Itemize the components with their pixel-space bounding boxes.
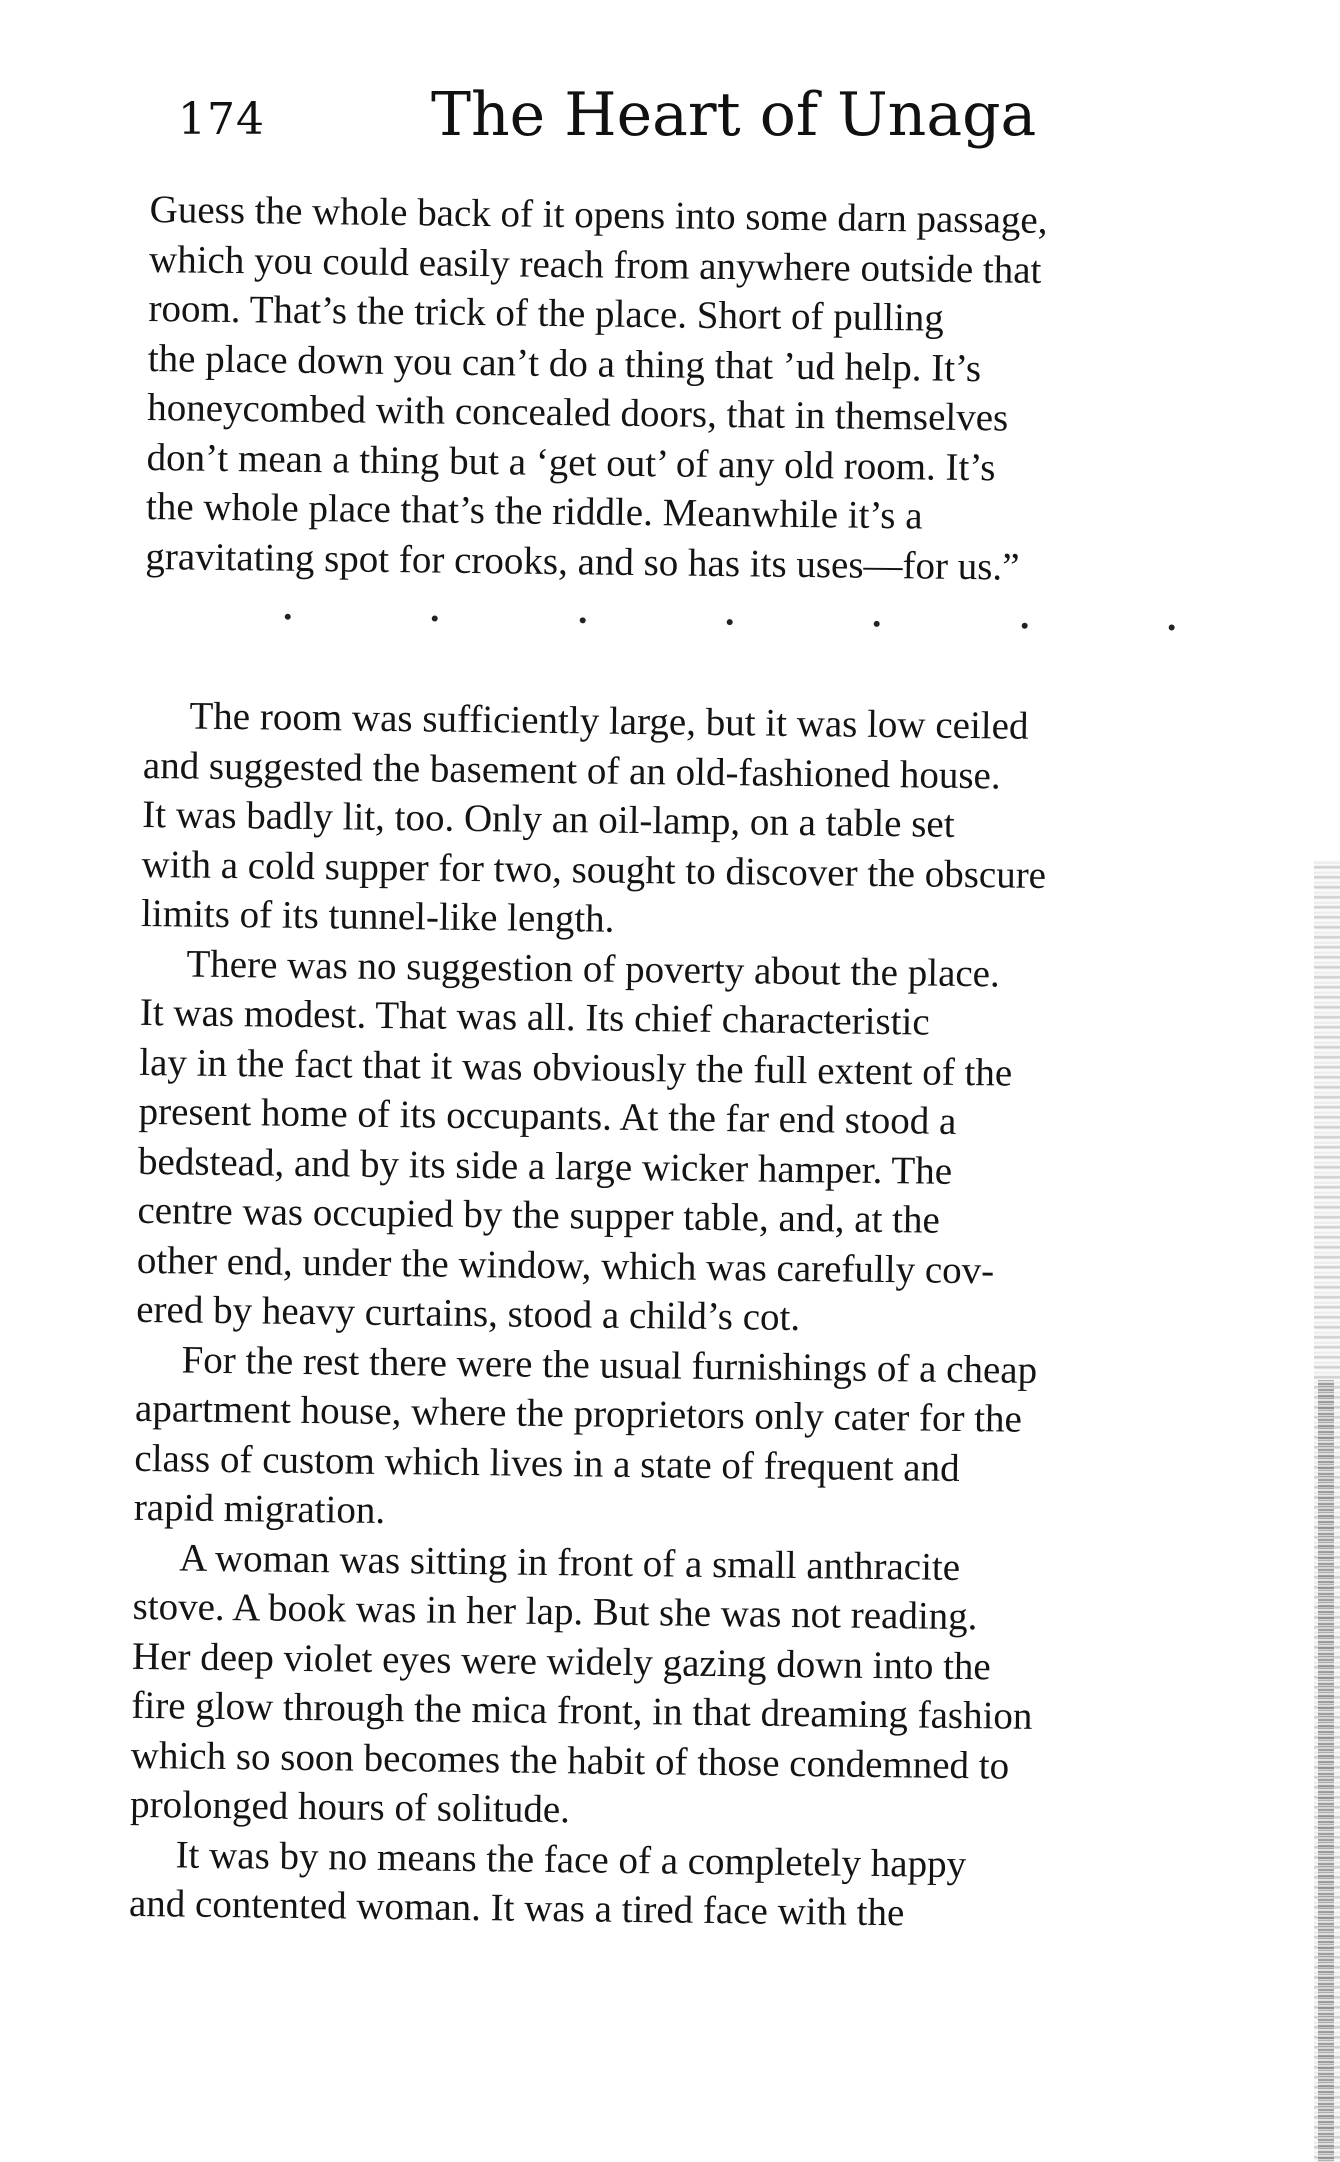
paragraph-furnishings: For the rest there were the usual furnishings of a cheap apartment house, where the proprietors only cater for the class of custom which lives in a state of frequent and rapid migration. (133, 1337, 1038, 1532)
paragraph-dialogue-continuation: Guess the whole back of it opens into some darn passage, which you could easily reach from anywhere outside that room. That’s the trick of the place. Short of pulling the place down you can’t do a thing that ’ud help. It’s honeycombed with concealed doors, that in themselves don’t mean a thing but a ‘get out’ of any old room. It’s the whole place that’s the riddle. Meanwhile it’s a gravitating spot for crooks, and so has its uses—for us.” (145, 187, 1048, 589)
scanned-binding-shadow (1318, 1380, 1334, 2162)
section-break-dot (1021, 623, 1027, 629)
running-head (178, 80, 1078, 160)
section-break (145, 595, 1225, 648)
paragraph-no-poverty: There was no suggestion of poverty about the place. It was modest. That was all. Its chief characteristic lay in the fact that it was obviously the full extent of the present home of its occupants. At the far end stood a bedstead, and by its side a large wicker hamper. The centre was occupied by the supper table, and, at the other end, under the window, which was carefully cov- ered by heavy curtains, stood a child’s cot. (135, 942, 1013, 1340)
paragraph-tired-face: It was by no means the face of a completely happy and contented woman. It was a tired face with the (128, 1832, 967, 1935)
section-break-dot (1169, 624, 1175, 630)
paragraph-room-description: The room was sufficiently large, but it was low ceiled and suggested the basement of an old-fashioned house. It was badly lit, too. Only an oil-lamp, on a table set with a cold supper for two, sought to discover the obscure limits of its tunnel-like length. (140, 694, 1047, 941)
section-break-dot (874, 621, 880, 627)
section-break-dot (579, 617, 585, 623)
body-text (129, 185, 1230, 1942)
section-break-dot (432, 615, 438, 621)
section-break-dot (285, 614, 291, 620)
book-title: The Heart of Unaga (431, 80, 1037, 150)
paragraph-woman-sitting: A woman was sitting in front of a small anthracite stove. A book was in her lap. But she was not reading. Her deep violet eyes were widely gazing down into the fire glow through the mica front, in that dreaming fashion which so soon becomes the habit of those condemned to prolonged hours of solitude. (129, 1535, 1033, 1832)
section-break-dot (727, 619, 733, 625)
page-number: 174 (178, 94, 265, 145)
